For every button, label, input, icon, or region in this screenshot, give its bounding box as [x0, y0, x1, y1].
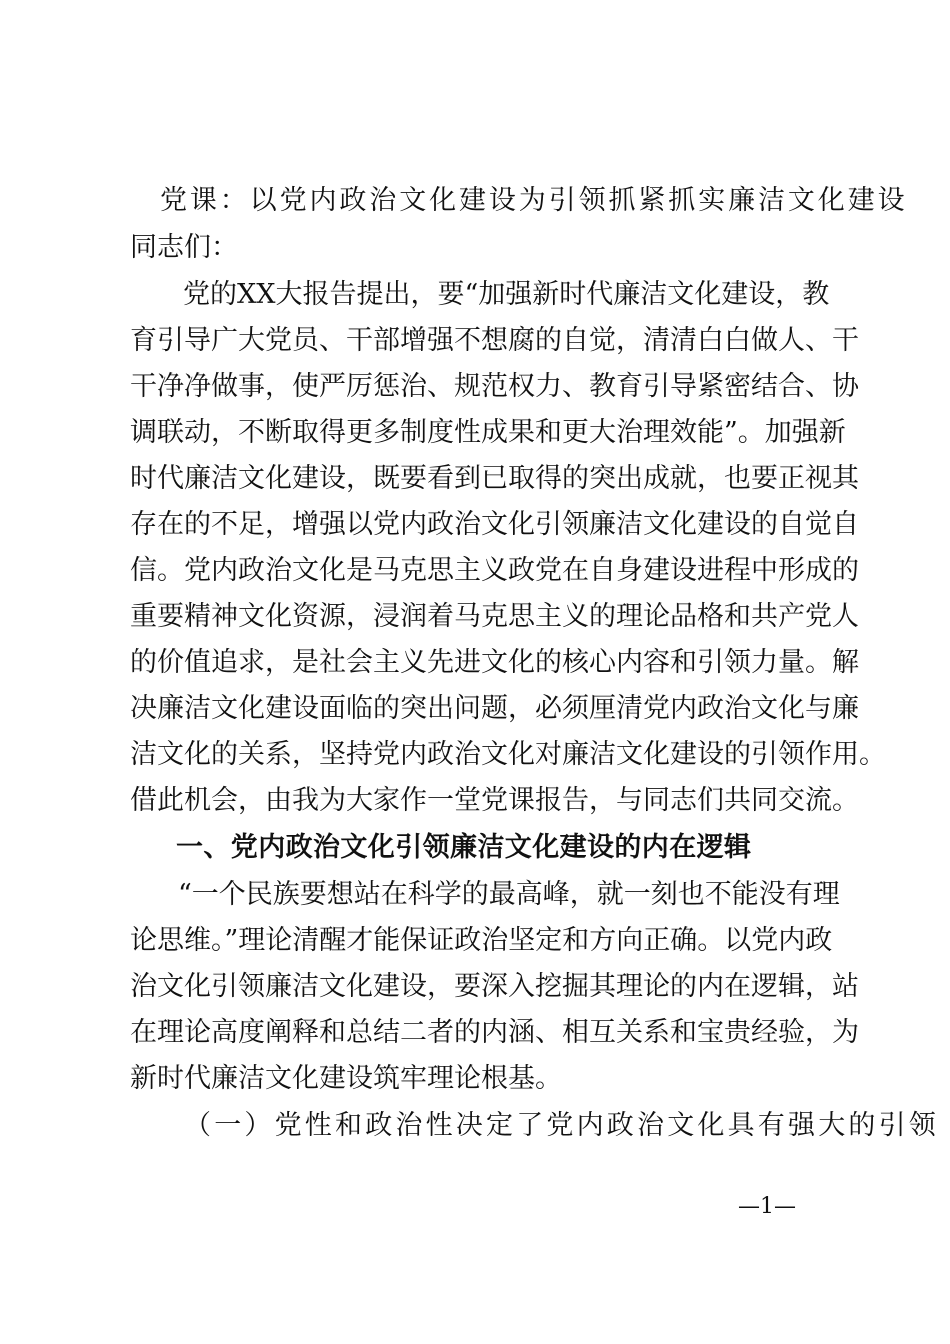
salutation: 同志们： — [130, 232, 238, 263]
intro-line-3: 干净净做事，使严厉惩治、规范权力、教育引导紧密结合、协 — [130, 371, 859, 402]
intro-line-2: 育引导广大党员、干部增强不想腐的自觉，清清白白做人、干 — [130, 325, 859, 356]
section-1-line-4: 在理论高度阐释和总结二者的内涵、相互关系和宝贵经验，为 — [130, 1017, 859, 1048]
subsection-1-heading: （一）党性和政治性决定了党内政治文化具有强大的引领 — [184, 1110, 939, 1141]
intro-line-7: 信。党内政治文化是马克思主义政党在自身建设进程中形成的 — [130, 555, 859, 586]
intro-line-9: 的价值追求，是社会主义先进文化的核心内容和引领力量。解 — [130, 647, 859, 678]
document-title: 党课：以党内政治文化建设为引领抓紧抓实廉洁文化建设 — [160, 185, 908, 216]
intro-line-11: 洁文化的关系，坚持党内政治文化对廉洁文化建设的引领作用。 — [130, 739, 886, 770]
section-1-line-2: 论思维。”理论清醒才能保证政治坚定和方向正确。以党内政 — [130, 925, 833, 956]
intro-line-10: 决廉洁文化建设面临的突出问题，必须厘清党内政治文化与廉 — [130, 693, 859, 724]
intro-line-4: 调联动，不断取得更多制度性成果和更大治理效能”。加强新 — [130, 417, 846, 448]
intro-line-5: 时代廉洁文化建设，既要看到已取得的突出成就，也要正视其 — [130, 463, 859, 494]
intro-line-8: 重要精神文化资源，浸润着马克思主义的理论品格和共产党人 — [130, 601, 859, 632]
section-1-heading: 一、党内政治文化引领廉洁文化建设的内在逻辑 — [176, 832, 752, 863]
intro-line-1: 党的XX大报告提出，要“加强新时代廉洁文化建设，教 — [183, 279, 830, 310]
intro-line-12: 借此机会，由我为大家作一堂党课报告，与同志们共同交流。 — [130, 785, 859, 816]
section-1-line-1: “一个民族要想站在科学的最高峰，就一刻也不能没有理 — [178, 879, 840, 910]
page-number: —1— — [738, 1194, 796, 1219]
section-1-line-5: 新时代廉洁文化建设筑牢理论根基。 — [130, 1063, 562, 1094]
intro-line-6: 存在的不足，增强以党内政治文化引领廉洁文化建设的自觉自 — [130, 509, 859, 540]
section-1-line-3: 治文化引领廉洁文化建设，要深入挖掘其理论的内在逻辑，站 — [130, 971, 859, 1002]
